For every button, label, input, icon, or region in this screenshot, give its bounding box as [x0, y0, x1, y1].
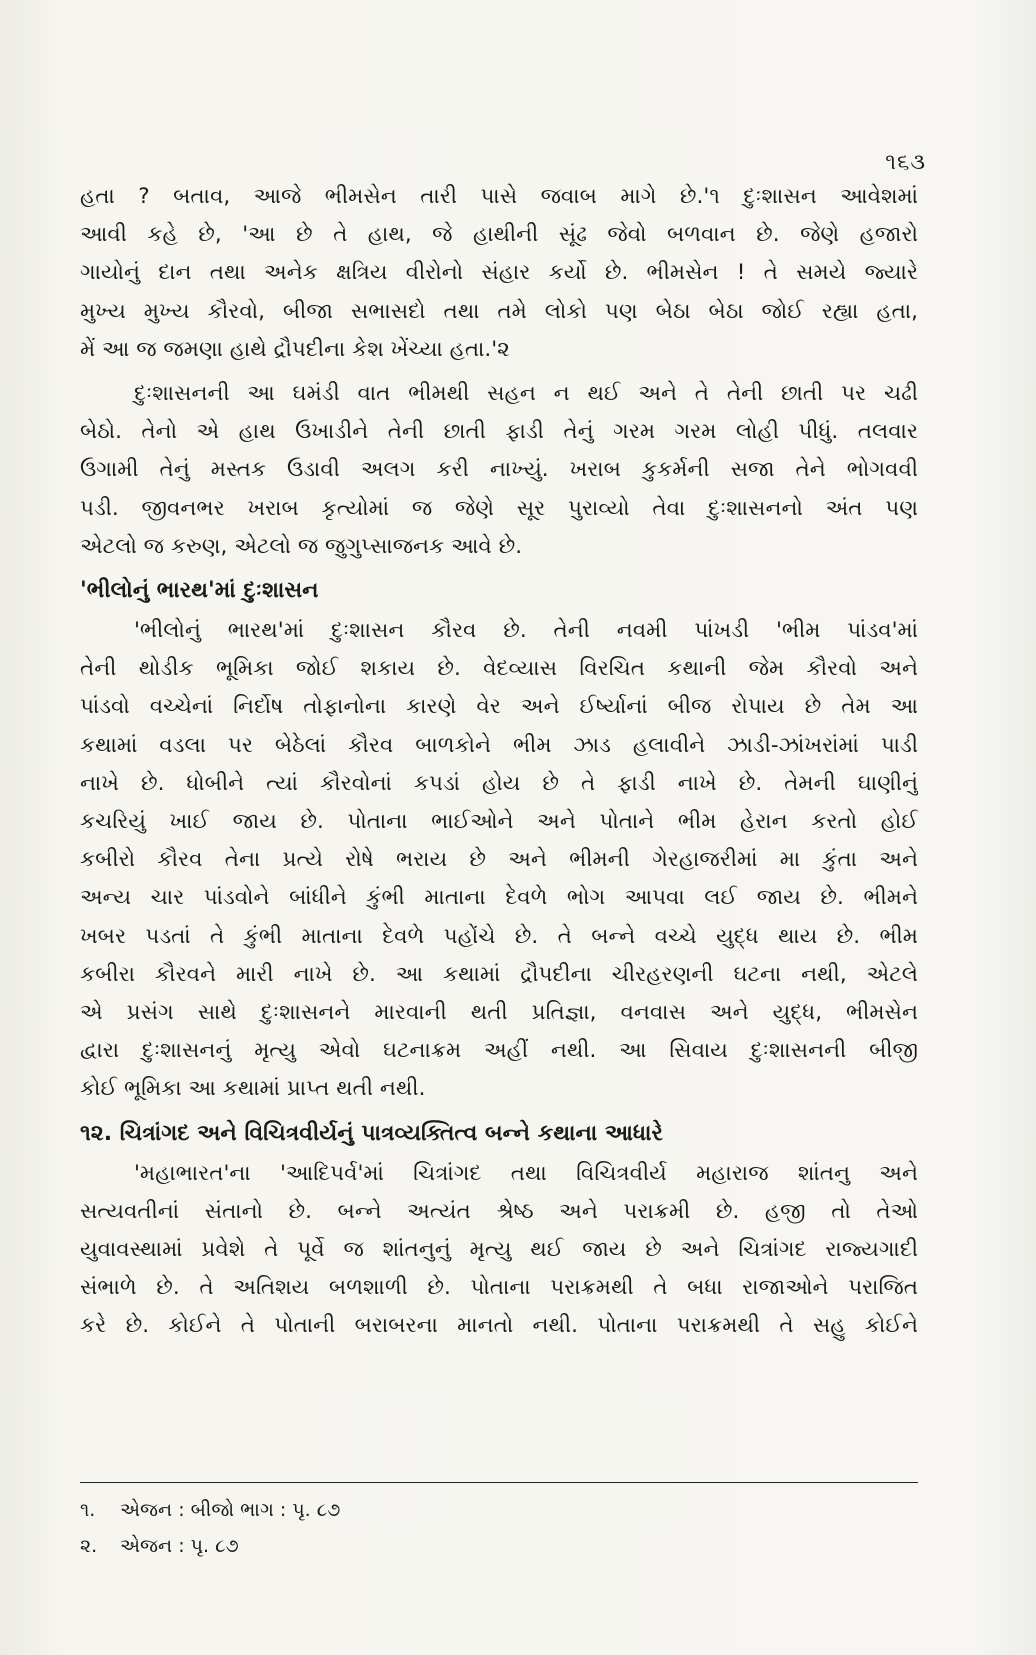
text-line: પાંડવો વચ્ચેનાં નિર્દોષ તોફાનોના કારણે વેર અને ઈર્ષ્યાનાં બીજ રોપાય છે તેમ આ: [80, 694, 918, 720]
text-line: નાખે છે. ધોબીને ત્યાં કૌરવોનાં કપડાં હોય છે તે ફાડી નાખે છે. તેમની ઘાણીનું: [80, 770, 918, 796]
text-line: 'ભીલોનું ભારથ'માં દુઃશાસન કૌરવ છે. તેની નવમી પાંખડી 'ભીમ પાંડવ'માં: [134, 618, 918, 644]
footnotes: [80, 1492, 918, 1564]
section-heading-12: ૧૨. ચિત્રાંગદ અને વિચિત્રવીર્યનું પાત્રવ્યક્તિત્વ બન્ને કથાના આધારે: [80, 1120, 663, 1146]
footnote-item: [80, 1492, 918, 1528]
text-line: મેં આ જ જમણા હાથે દ્રૌપદીના કેશ ખેંચ્યા હતા.'૨: [80, 336, 510, 362]
text-line: ખબર પડતાં તે કુંભી માતાના દેવળે પહોંચે છે. તે બન્ને વચ્ચે યુદ્ધ થાય છે. ભીમ: [80, 923, 918, 949]
text-line: પડી. જીવનભર ખરાબ કૃત્યોમાં જ જેણે સૂર પુરાવ્યો તેવા દુઃશાસનનો અંત પણ: [80, 495, 918, 521]
footnote-number: ૧.: [80, 1499, 96, 1521]
footnote-divider: [80, 1482, 918, 1483]
section-heading-bhilonu-bharath: 'ભીલોનું ભારથ'માં દુઃશાસન: [80, 578, 319, 604]
text-line: હતા ? બતાવ, આજે ભીમસેન તારી પાસે જવાબ માગે છે.'૧ દુઃશાસન આવેશમાં: [80, 184, 918, 209]
text-line: કચરિયું ખાઈ જાય છે. પોતાના ભાઈઓને અને પોતાને ભીમ હેરાન કરતો હોઈ: [80, 809, 918, 835]
text-line: કબીરો કૌરવ તેના પ્રત્યે રોષે ભરાય છે અને ભીમની ગેરહાજરીમાં મા કુંતા અને: [80, 847, 918, 873]
text-line: ઉગામી તેનું મસ્તક ઉડાવી અલગ કરી નાખ્યું. ખરાબ કુકર્મની સજા તેને ભોગવવી: [80, 457, 918, 483]
page-body: [80, 178, 918, 1352]
text-line: કરે છે. કોઈને તે પોતાની બરાબરના માનતો નથી. પોતાના પરાક્રમથી તે સહુ કોઈને: [80, 1313, 918, 1339]
footnote-text: એજન : બીજો ભાગ : પૃ. ૮૭: [120, 1499, 341, 1521]
footnote-item: [80, 1528, 918, 1564]
text-line: આવી કહે છે, 'આ છે તે હાથ, જે હાથીની સૂંઢ જેવો બળવાન છે. જેણે હજારો: [80, 222, 918, 248]
text-line: એ પ્રસંગ સાથે દુઃશાસનને મારવાની થતી પ્રતિજ્ઞા, વનવાસ અને યુદ્ધ, ભીમસેન: [80, 1000, 918, 1026]
paragraph-2: [80, 375, 918, 566]
text-line: દ્વારા દુઃશાસનનું મૃત્યુ એવો ઘટનાક્રમ અહીં નથી. આ સિવાય દુઃશાસનની બીજી: [80, 1038, 918, 1064]
footnote-number: ૨.: [80, 1535, 98, 1557]
paragraph-4: [80, 1155, 918, 1346]
text-line: મુખ્ય મુખ્ય કૌરવો, બીજા સભાસદો તથા તમે લોકો પણ બેઠા બેઠા જોઈ રહ્યા હતા,: [80, 298, 918, 324]
page-number: ૧૬૩: [885, 150, 926, 175]
footnote-text: એજન : પૃ. ૮૭: [120, 1535, 239, 1557]
text-line: કબીરા કૌરવને મારી નાખે છે. આ કથામાં દ્રૌપદીના ચીરહરણની ઘટના નથી, એટલે: [80, 961, 918, 987]
text-line: એટલો જ કરુણ, એટલો જ જુગુપ્સાજનક આવે છે.: [80, 533, 523, 559]
text-line: 'મહાભારત'ના 'આદિપર્વ'માં ચિત્રાંગદ તથા વિચિત્રવીર્ય મહારાજ શાંતનુ અને: [134, 1160, 918, 1186]
text-line: કથામાં વડલા પર બેઠેલાં કૌરવ બાળકોને ભીમ ઝાડ હલાવીને ઝાડી-ઝાંખરાંમાં પાડી: [80, 732, 918, 758]
paragraph-1: [80, 178, 918, 369]
text-line: ગાયોનું દાન તથા અનેક ક્ષત્રિય વીરોનો સંહાર કર્યો છે. ભીમસેન ! તે સમયે જ્યારે: [80, 260, 918, 286]
text-line: યુવાવસ્થામાં પ્રવેશે તે પૂર્વે જ શાંતનુનું મૃત્યુ થઈ જાય છે અને ચિત્રાંગદ રાજ્યગાદી: [80, 1237, 918, 1263]
text-line: સત્યવતીનાં સંતાનો છે. બન્ને અત્યંત શ્રેષ્ઠ અને પરાક્રમી છે. હજી તો તેઓ: [80, 1198, 918, 1224]
text-line: સંભાળે છે. તે અતિશય બળશાળી છે. પોતાના પરાક્રમથી તે બધા રાજાઓને પરાજિત: [80, 1275, 918, 1301]
text-line: અન્ય ચાર પાંડવોને બાંધીને કુંભી માતાના દેવળે ભોગ આપવા લઈ જાય છે. ભીમને: [80, 885, 918, 911]
text-line: તેની થોડીક ભૂમિકા જોઈ શકાય છે. વેદવ્યાસ વિરચિત કથાની જેમ કૌરવો અને: [80, 656, 918, 682]
text-line: કોઈ ભૂમિકા આ કથામાં પ્રાપ્ત થતી નથી.: [80, 1076, 426, 1102]
text-line: દુઃશાસનની આ ઘમંડી વાત ભીમથી સહન ન થઈ અને તે તેની છાતી પર ચઢી: [134, 381, 918, 407]
paragraph-3: [80, 612, 918, 1109]
text-line: બેઠો. તેનો એ હાથ ઉખાડીને તેની છાતી ફાડી તેનું ગરમ ગરમ લોહી પીધું. તલવાર: [80, 419, 918, 445]
